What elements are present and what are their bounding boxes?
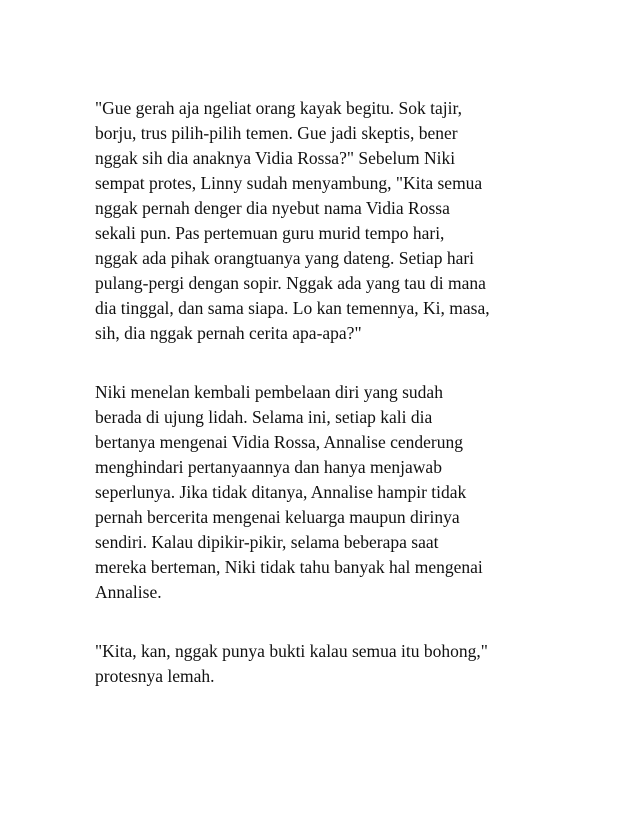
paragraph-line: dia tinggal, dan sama siapa. Lo kan temennya, Ki, masa, [95, 298, 490, 318]
paragraph-line: sendiri. Kalau dipikir-pikir, selama beberapa saat [95, 532, 439, 552]
paragraph-line: pulang-pergi dengan sopir. Nggak ada yang tau di mana [95, 273, 486, 293]
paragraph-line: "Gue gerah aja ngeliat orang kayak begitu. Sok tajir, [95, 98, 463, 118]
paragraph-line: "Kita, kan, nggak punya bukti kalau semua itu bohong," [95, 641, 488, 661]
paragraph-line: mereka berteman, Niki tidak tahu banyak hal mengenai [95, 557, 483, 577]
paragraph-line: sih, dia nggak pernah cerita apa-apa?" [95, 323, 362, 343]
paragraph-line: borju, trus pilih-pilih temen. Gue jadi skeptis, bener [95, 123, 458, 143]
paragraph-line: nggak sih dia anaknya Vidia Rossa?" Sebelum Niki [95, 148, 456, 168]
paragraph-line: pernah bercerita mengenai keluarga maupun dirinya [95, 507, 460, 527]
paragraph-line: Niki menelan kembali pembelaan diri yang sudah [95, 382, 443, 402]
paragraph-line: seperlunya. Jika tidak ditanya, Annalise hampir tidak [95, 482, 467, 502]
paragraph-line: menghindari pertanyaannya dan hanya menjawab [95, 457, 442, 477]
paragraph-line: sekali pun. Pas pertemuan guru murid tempo hari, [95, 223, 445, 243]
paragraph-line: protesnya lemah. [95, 666, 215, 686]
paragraph-line: bertanya mengenai Vidia Rossa, Annalise cenderung [95, 432, 463, 452]
paragraph-line: nggak pernah denger dia nyebut nama Vidia Rossa [95, 198, 450, 218]
paragraph-line: sempat protes, Linny sudah menyambung, "Kita semua [95, 173, 483, 193]
paragraph-line: berada di ujung lidah. Selama ini, setiap kali dia [95, 407, 433, 427]
paragraph-line: Annalise. [95, 582, 162, 602]
paragraph-line: nggak ada pihak orangtuanya yang dateng. Setiap hari [95, 248, 475, 268]
